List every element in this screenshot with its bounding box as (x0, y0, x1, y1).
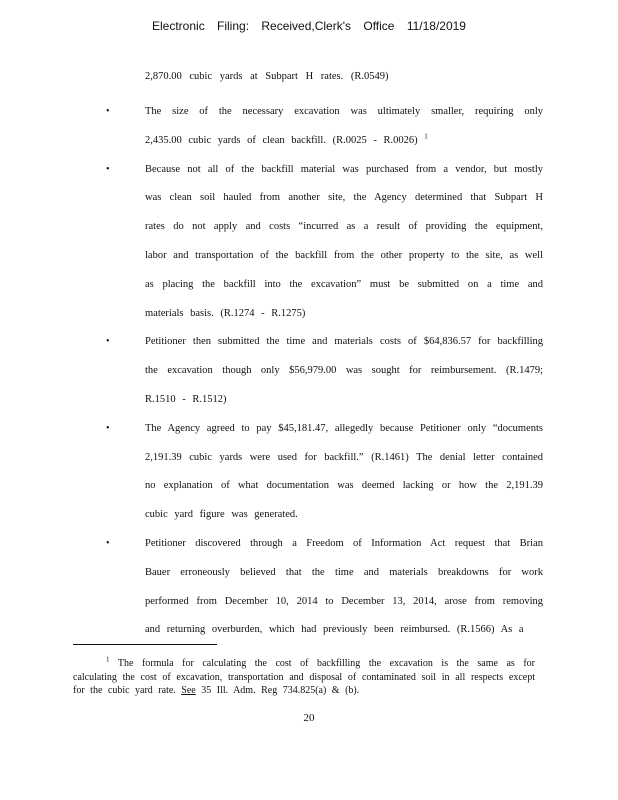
filing-header: Electronic Filing: Received,Clerk's Office 11/18/2019 (152, 19, 466, 33)
list-item (0, 328, 618, 414)
bullet-icon: • (106, 537, 110, 549)
footnote-reference[interactable]: 1 (424, 132, 428, 141)
bullet-icon: • (106, 163, 110, 175)
list-item (0, 530, 618, 645)
list-item (0, 98, 618, 156)
footnote (73, 657, 535, 698)
footnote-text: The formula for calculating the cost of backfilling the excavation is the same as for calculating the cost of excavation, transportation and disposal of contaminated soil in all respects except for the cubic yard rate. (73, 658, 535, 696)
bullet-paragraph: Because not all of the backfill material was purchased from a vendor, but mostly was clean soil hauled from another site, the Agency determined that Subpart H rates do not apply and costs “incurred as a result of providing the equipment, labor and transportation of the backfill from the other property to the site, as well as placing the backfill into the excavation” must be submitted on a time and materials basis. (R.1274 - R.1275) (145, 163, 543, 319)
bullet-list (0, 98, 618, 645)
bullet-icon: • (106, 336, 110, 348)
bullet-paragraph: Petitioner then submitted the time and materials costs of $64,836.57 for backfilling the excavation though only $56,979.00 was sought for reimbursement. (R.1479; R.1510 - R.1512) (145, 336, 543, 405)
footnote-divider (73, 644, 217, 645)
list-item (0, 415, 618, 530)
footnote-marker: 1 (106, 655, 110, 664)
footnote-see-label: See (181, 685, 196, 696)
bullet-icon: • (106, 422, 110, 434)
page-number: 20 (303, 712, 315, 724)
footnote-citation: 35 Ill. Adm. Reg 734.825(a) & (b). (201, 685, 360, 696)
bullet-paragraph: Petitioner discovered through a Freedom of Information Act request that Brian Bauer erroneously believed that the time and materials breakdowns for work performed from December 10, 2014 to December 13, 2014, arose from removing and returning overburden, which had previously been reimbursed. (R.1566) As a (145, 537, 543, 636)
bullet-icon: • (106, 106, 110, 117)
bullet-paragraph (145, 98, 543, 156)
list-item (0, 156, 618, 329)
bullet-text: The size of the necessary excavation was ultimately smaller, requiring only 2,435.00 cubic yards of clean backfill. (R.0025 - R.0026) (145, 106, 543, 146)
continuation-line: 2,870.00 cubic yards at Subpart H rates. (R.0549) (145, 71, 389, 82)
bullet-paragraph: The Agency agreed to pay $45,181.47, allegedly because Petitioner only “documents 2,191.39 cubic yards were used for backfill.” (R.1461) The denial letter contained no explanation of what documentation was deemed lacking or how the 2,191.39 cubic yard figure was generated. (145, 422, 543, 521)
